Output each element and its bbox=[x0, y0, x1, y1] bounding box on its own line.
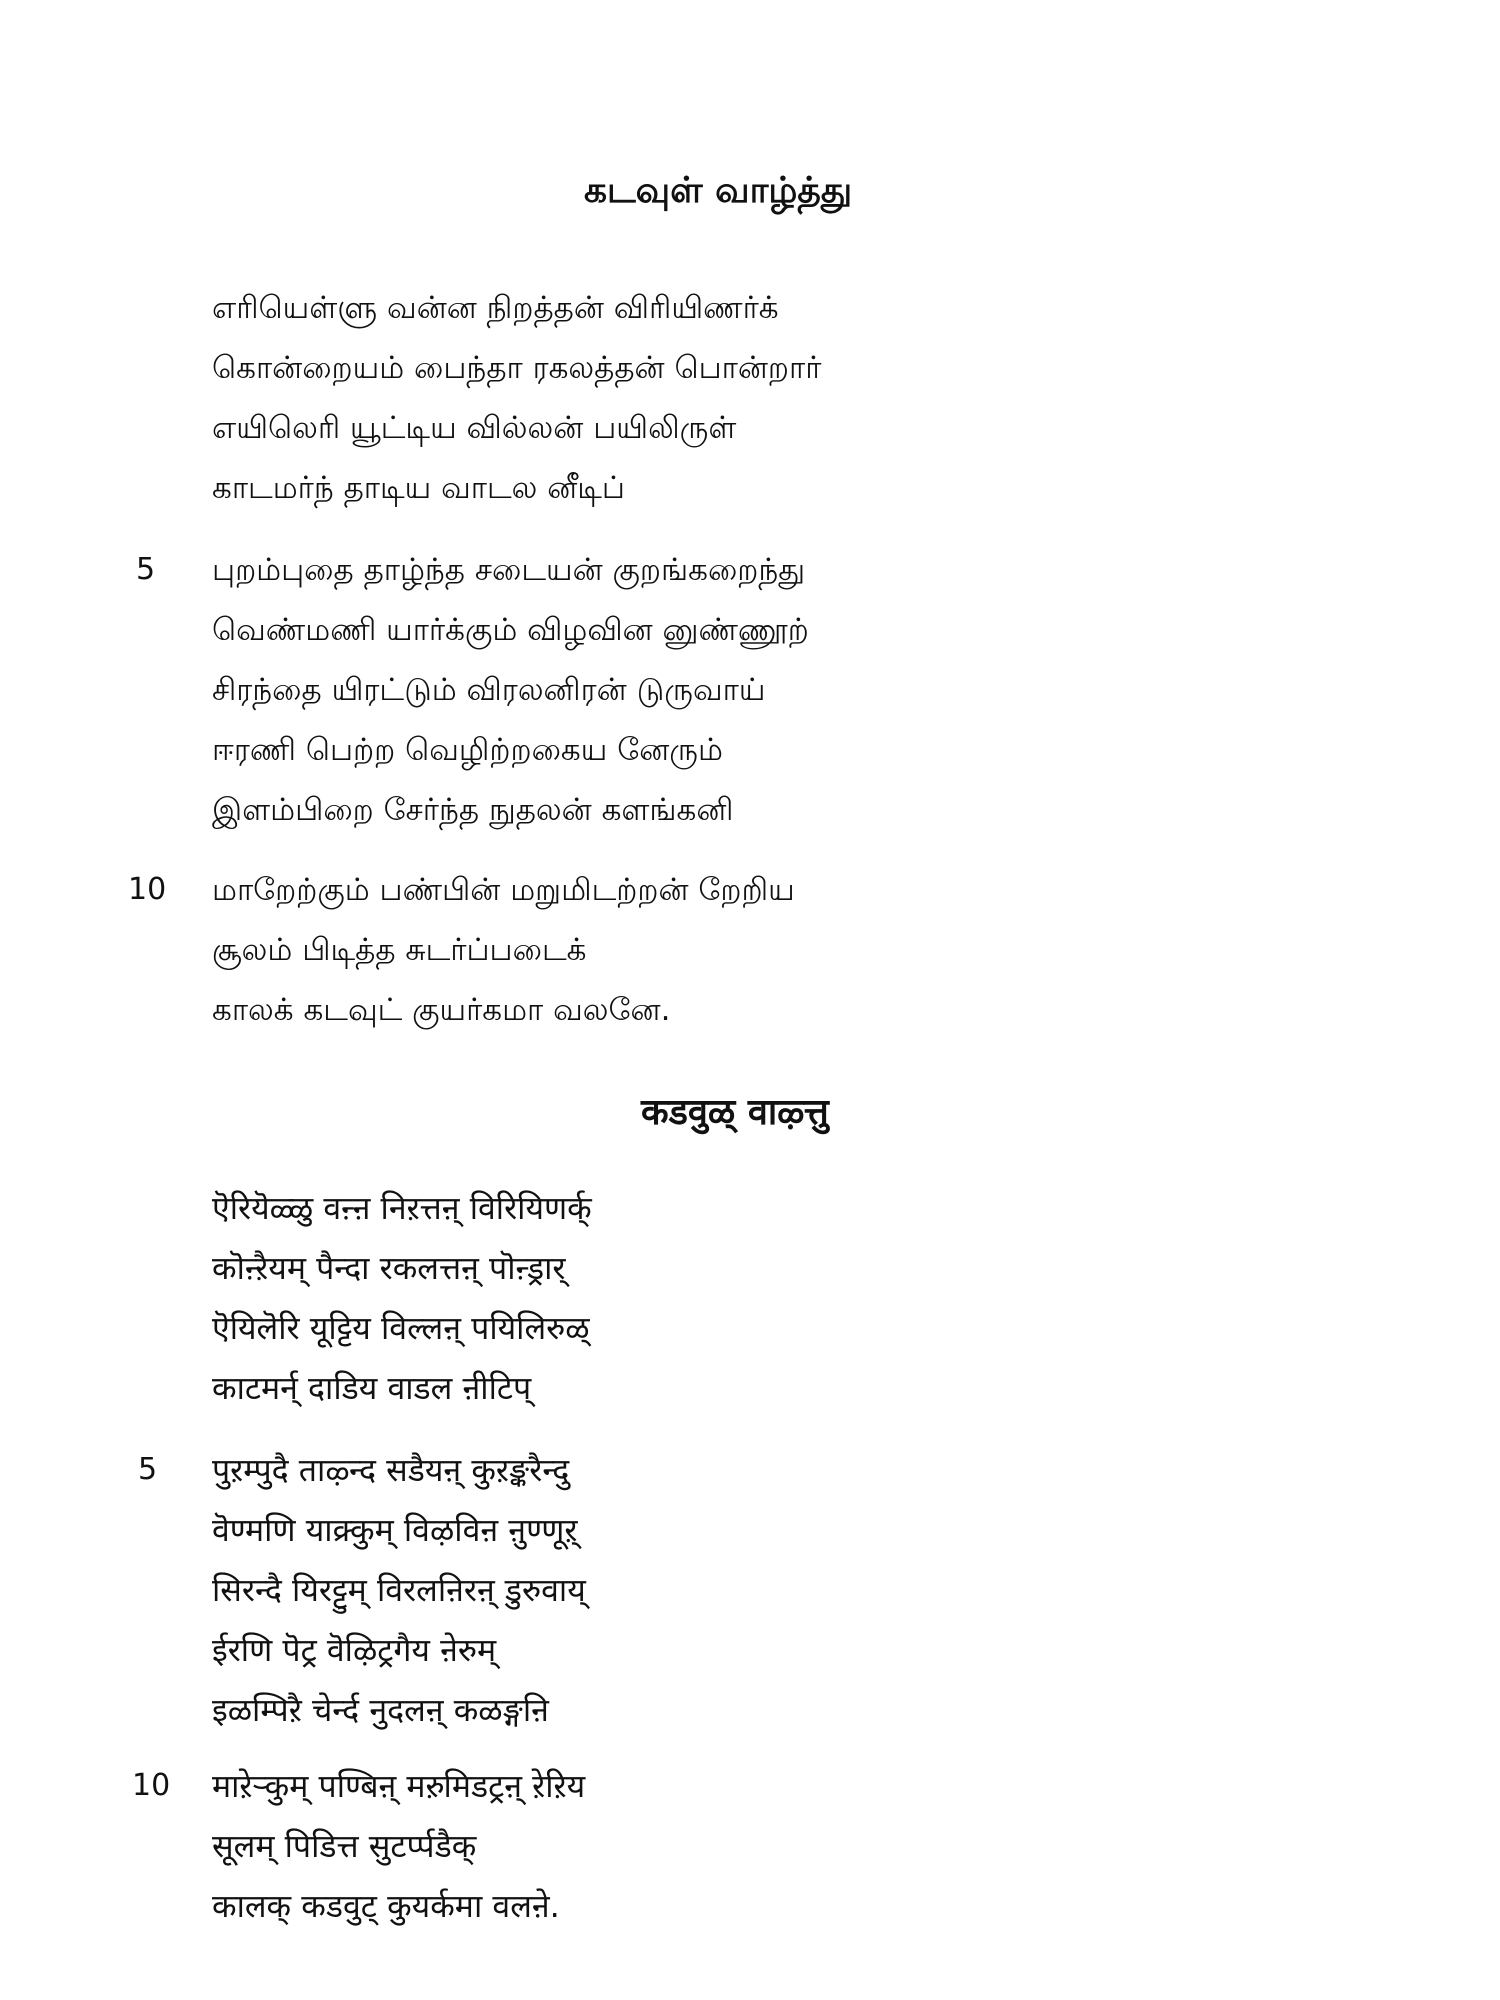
verse-line: புறம்புதை தாழ்ந்த சடையன் குறங்கறைந்து bbox=[212, 552, 806, 588]
tamil-stanza-3 bbox=[212, 860, 795, 1040]
line-number: 10 bbox=[132, 1768, 171, 1803]
verse-line: पुऱम्पुदै ताऴ्न्द सडैयऩ् कुऱङ्करैन्दु bbox=[212, 1451, 570, 1489]
verse-line: ईरणि पॆट्र वॆऴिट्रगैय ऩेरुम् bbox=[212, 1631, 497, 1669]
verse-line: काटमर्न् दाडिय वाडल ऩीटिप् bbox=[212, 1369, 532, 1407]
verse-line: इळम्पिऱै चेर्न्द नुदलऩ् कळङ्गऩि bbox=[212, 1691, 549, 1729]
verse-line: ऎयिलॆरि यूट्टिय विल्लऩ् पयिलिरुळ् bbox=[212, 1309, 590, 1347]
verse-line: कालक् कडवुट् कुयर्कमा वलऩे. bbox=[212, 1887, 560, 1925]
verse-line: காடமர்ந் தாடிய வாடல னீடிப் bbox=[212, 470, 626, 506]
verse-line: सूलम् पिडित्त सुटर्प्पडैक् bbox=[212, 1827, 477, 1865]
verse-line: சூலம் பிடித்த சுடர்ப்படைக் bbox=[212, 932, 587, 968]
verse-line: மாறேற்கும் பண்பின் மறுமிடற்றன் றேறிய bbox=[212, 872, 795, 908]
verse-line: सिरन्दै यिरट्टुम् विरलऩिरऩ् डुरुवाय् bbox=[212, 1571, 586, 1609]
verse-line: வெண்மணி யார்க்கும் விழவின னுண்ணூற் bbox=[212, 612, 809, 648]
line-number: 5 bbox=[138, 1452, 158, 1487]
devanagari-stanza-3 bbox=[212, 1756, 585, 1936]
verse-line: ऎरियॆळ्ळु वऩ्ऩ निऱत्तऩ् विरियिणर्क् bbox=[212, 1189, 592, 1227]
verse-line: कॊऩ्ऱैयम् पैन्दा रकलत्तऩ् पॊऩ्ड्रार् bbox=[212, 1249, 566, 1287]
verse-line: எரியெள்ளு வன்ன நிறத்தன் விரியிணர்க் bbox=[212, 290, 779, 326]
verse-line: கொன்றையம் பைந்தா ரகலத்தன் பொன்றார் bbox=[212, 350, 822, 386]
verse-line: वॆण्मणि याक्र्कुम् विऴविऩ ऩुण्णूऱ् bbox=[212, 1511, 578, 1549]
verse-line: காலக் கடவுட் குயர்கமா வலனே. bbox=[212, 992, 671, 1028]
line-number: 5 bbox=[136, 552, 156, 587]
tamil-title: கடவுள் வாழ்த்து bbox=[584, 170, 853, 211]
line-number: 10 bbox=[128, 872, 167, 907]
verse-line: இளம்பிறை சேர்ந்த நுதலன் களங்கனி bbox=[212, 792, 734, 828]
tamil-stanza-2 bbox=[212, 540, 809, 840]
devanagari-stanza-1 bbox=[212, 1178, 592, 1418]
verse-line: माऱेऱ्कुम् पण्बिऩ् मऱुमिडट्रऩ् ऱेऱिय bbox=[212, 1767, 586, 1805]
tamil-stanza-1 bbox=[212, 278, 821, 518]
devanagari-title: कडवुळ् वाऴ्त्तु bbox=[641, 1092, 829, 1133]
verse-line: சிரந்தை யிரட்டும் விரலனிரன் டுருவாய் bbox=[212, 672, 766, 708]
verse-line: ஈரணி பெற்ற வெழிற்றகைய னேரும் bbox=[212, 732, 723, 768]
verse-line: எயிலெரி யூட்டிய வில்லன் பயிலிருள் bbox=[212, 410, 737, 446]
devanagari-stanza-2 bbox=[212, 1440, 586, 1740]
